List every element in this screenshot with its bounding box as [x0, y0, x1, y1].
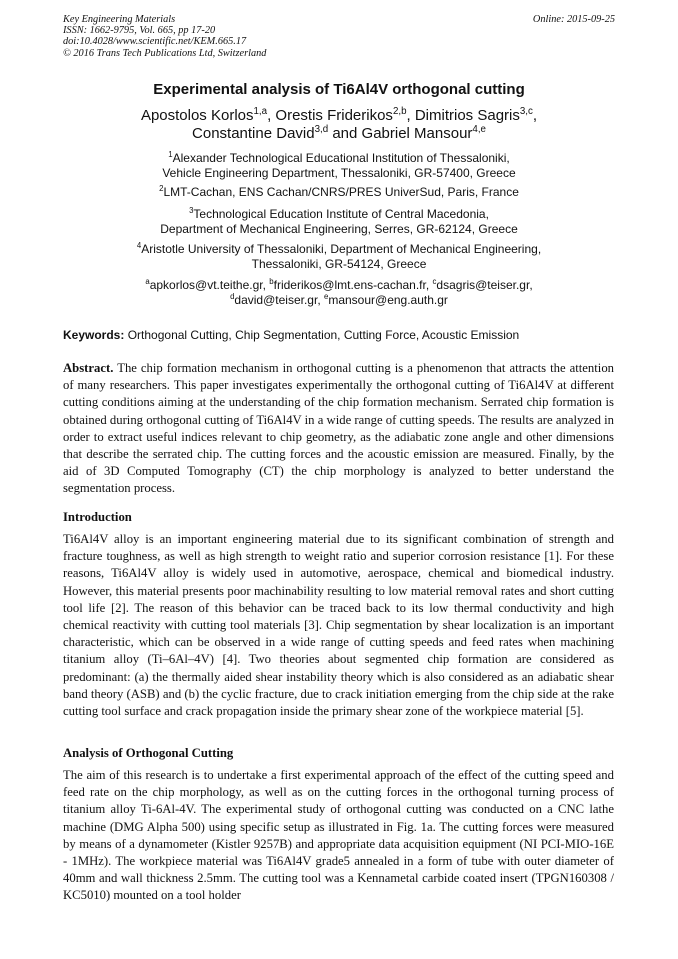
keywords-label: Keywords: [63, 328, 125, 342]
abstract-label: Abstract. [63, 361, 114, 375]
author-line-2 [0, 125, 678, 142]
author-sep: , [267, 107, 276, 124]
affiliation-4 [0, 242, 678, 272]
affiliation-1 [0, 151, 678, 181]
email-link[interactable]: friderikos@lmt.ens-cachan.fr [273, 278, 426, 292]
affiliation-sup: 4 [136, 241, 142, 250]
section-heading-introduction: Introduction [63, 510, 132, 524]
journal-header [63, 14, 266, 59]
author-name: Constantine David [192, 125, 315, 142]
affiliation-line: Alexander Technological Educational Institution of Thessaloniki, [172, 151, 510, 165]
author-sep: and [328, 125, 362, 142]
email-list: $^a$apkorlos@vt.teithe.gr, $^b$friderikos@lmt.ens-cachan.fr, $^c$dsagris@teiser.gr, $^d$david@teiser.gr, $^e$mansour@eng.auth.gr [145, 277, 533, 307]
author-name: Gabriel Mansour [361, 125, 473, 142]
copyright-line: © 2016 Trans Tech Publications Ltd, Switzerland [63, 47, 267, 59]
author-sep: , [406, 107, 415, 124]
author-sup: 3,c [519, 106, 533, 117]
affiliation-line: Thessaloniki, GR-54124, Greece [251, 257, 427, 271]
keywords [63, 328, 614, 343]
doi-line: doi:10.4028/www.scientific.net/KEM.665.17 [63, 36, 247, 48]
analysis-paragraph: The aim of this research is to undertake a first experimental approach of the effect of the cutting speed and feed rate on the chip morphology, as well as on the cutting forces in the orthogonal turning process of titanium alloy Ti-6Al-4V. The experimental study of orthogonal cutting was conducted on a CNC lathe machine (DMG Alpha 500) using specific setup as illustrated in Fig. 1a. The cutting forces were measured by means of a dynamometer (Kistler 9257B) and appropriate data acquisition equipment (NI PCI-MIO-16E - 1MHz). The workpiece material was Ti6Al4V grade5 annealed in a form of tube with outer diameter of 40mm and wall thickness 2.5mm. The cutting tool was a Kennametal carbide coated insert (TPGN160308 / KC5010) mounted on a tool holder [63, 768, 614, 903]
affiliation-line: Vehicle Engineering Department, Thessaloniki, GR-57400, Greece [162, 166, 516, 180]
email-link[interactable]: mansour@eng.auth.gr [328, 293, 448, 307]
author-sup: 4,e [472, 124, 486, 135]
affiliation-line: Aristotle University of Thessaloniki, Department of Mechanical Engineering, [141, 242, 542, 256]
affiliation-line: LMT-Cachan, ENS Cachan/CNRS/PRES UniverSud, Paris, France [163, 185, 519, 199]
email-sup: d [230, 292, 235, 301]
affiliation-2 [0, 185, 678, 200]
email-sup: b [269, 277, 274, 286]
section-heading-analysis: Analysis of Orthogonal Cutting [63, 746, 234, 760]
author-sep: , [532, 107, 538, 124]
email-link[interactable]: dsagris@teiser.gr [436, 278, 530, 292]
author-line-1 [0, 107, 678, 124]
email-link[interactable]: david@teiser.gr [234, 293, 318, 307]
keywords-text: Orthogonal Cutting, Chip Segmentation, Cutting Force, Acoustic Emission [127, 328, 520, 342]
abstract-text: The chip formation mechanism in orthogonal cutting is a phenomenon that attracts the attention of many researchers. This paper investigates experimentally the orthogonal cutting of Ti6Al4V at different cutting conditions aiming at the understanding of the chip formation mechanism. Serrated chip formation is obtained during orthogonal cutting of Ti6Al4V in a wide range of cutting speeds. The results are analyzed in order to extract useful indices relevant to chip geometry, as the adiabatic zone angle and other dimensions that describe the serrated chip. The cutting forces and the acoustic emission are measured. Finally, by the aid of 3D Computed Tomography (CT) the chip morphology is analyzed to better understand the segmentation process. [63, 361, 615, 496]
paper-title: Experimental analysis of Ti6Al4V orthogonal cutting [153, 81, 525, 98]
author-sup: 1,a [253, 106, 268, 117]
author-name: Apostolos Korlos [140, 107, 254, 124]
affiliation-sup: 1 [168, 150, 173, 159]
online-date: Online: 2015-09-25 [532, 14, 615, 25]
author-name: Orestis Friderikos [275, 107, 393, 124]
author-name: Dimitrios Sagris [414, 107, 520, 124]
introduction-paragraph: Ti6Al4V alloy is an important engineering material due to its significant combination of strength and fracture toughness, as well as high strength to weight ratio and superior corrosion resistance [1]. For these reasons, Ti6Al4V alloy is widely used in automotive, aerospace, chemical and biomedical industry. However, this material presents poor machinability resulting to low material removal rates and short cutting tool life [2]. The reason of this behavior can be traced back to its low thermal conductivity and high chemical reactivity with cutting tool materials [3]. Chip segmentation by shear localization is an important characteristic, which can be observed in a wide range of cutting speeds and feed rates when machining titanium alloy (Ti–6Al–4V) [4]. Two theories about segmented chip formation are considered as predominant: (a) the thermally aided shear instability theory which is also considered as an adiabatic shear band theory (ASB) and (b) the cyclic fracture, due to crack initiation emerging from the chip side at the rake cutting tool surface and crack propagation inside the primary shear zone of the workpiece material [5]. [63, 532, 614, 719]
author-sup: 3,d [314, 124, 329, 135]
email-sup: e [323, 292, 329, 301]
affiliation-line: Technological Education Institute of Central Macedonia, [193, 207, 489, 221]
email-link[interactable]: apkorlos@vt.teithe.gr [149, 278, 263, 292]
author-sup: 2,b [392, 106, 407, 117]
journal-name: Key Engineering Materials [63, 14, 176, 25]
issn-line: ISSN: 1662-9795, Vol. 665, pp 17-20 [63, 25, 216, 37]
email-sup: c [432, 277, 437, 286]
affiliation-sup: 2 [159, 184, 164, 193]
email-sup: a [145, 277, 150, 286]
affiliation-line: Department of Mechanical Engineering, Serres, GR-62124, Greece [160, 222, 518, 236]
abstract [63, 360, 614, 498]
affiliation-sup: 3 [189, 206, 194, 215]
affiliation-3 [0, 207, 678, 237]
